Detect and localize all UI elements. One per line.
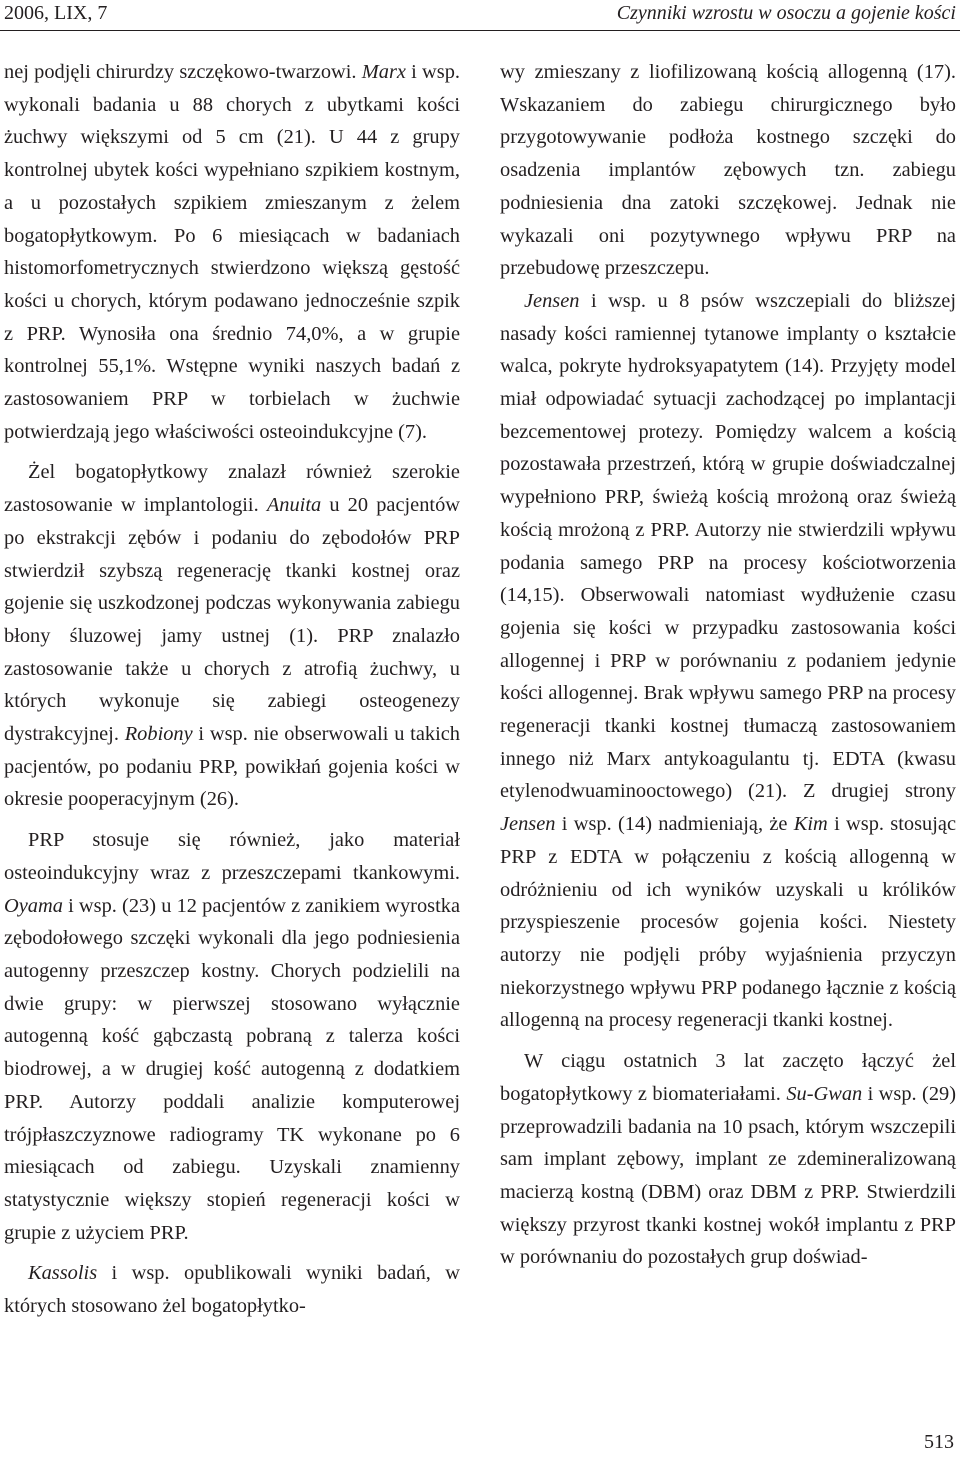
paragraph: [4, 1257, 460, 1322]
text-run: nej podjęli chirurdzy szczękowo-twarzowi.: [4, 61, 362, 83]
cited-author-name: Robiony: [124, 723, 193, 746]
text-run: PRP stosuje się również, jako materiał osteoindukcyjny wraz z przeszczepami tkankowymi.: [4, 829, 460, 884]
text-run: i wsp. nie obserwowali u takich pacjentów, po podaniu PRP, powikłań gojenia kości w okresie pooperacyjnym (26).: [4, 723, 461, 811]
text-run: i wsp. (14) nadmieniają, że: [555, 813, 794, 836]
right-column: [500, 56, 956, 1274]
text-run: i wsp. (29) przeprowadzili badania na 10 psach, którym wszczepili sam implant zębowy, implant ze zdemineralizowaną macierzą kostną (DBM) oraz DBM z PRP. Stwierdzili większy przyrost tkanki kostnej wokół implantu z PRP w porównaniu do pozostałych grup doświad-: [500, 1082, 957, 1269]
text-run: u 20 pacjentów po ekstrakcji zębów i podaniu do zębodołów PRP stwierdził szybszą regenerację tkanki kostnej oraz gojenie się uszkodzonej podczas wykonywania zabiegu błony śluzowej jamy ustnej (1). PRP znalazło zastosowanie także u chorych z atrofią żuchwy, u których wykonuje się zabiegi osteogenezy dystrakcyjnej.: [4, 494, 460, 746]
text-run: i wsp. opublikowali wyniki badań, w których stosowano żel bogatopłytko-: [4, 1262, 460, 1318]
page-number: 513: [924, 1431, 954, 1453]
text-run: Żel bogatopłytkowy znalazł również szerokie zastosowanie w implantologii.: [4, 461, 460, 517]
text-run: wy zmieszany z liofilizowaną kością allogenną (17). Wskazaniem do zabiegu chirurgicznego było przygotowywanie podłoża kostnego szczęki do osadzenia implantów zębowych tzn. zabiegu podniesienia dna zatoki szczękowej. Jednak nie wykazali oni pozytywnego wpływu PRP na przebudowę przeszczepu.: [500, 61, 956, 280]
header-divider: [0, 30, 960, 31]
cited-author-name: Marx: [361, 61, 406, 83]
running-header-title: Czynniki wzrostu w osoczu a gojenie kości: [616, 2, 956, 24]
paragraph: [4, 456, 460, 816]
paragraph: [4, 824, 460, 1249]
paragraph: [500, 56, 956, 285]
paragraph: [500, 1045, 956, 1274]
paragraph: [4, 56, 460, 448]
cited-author-name: Su-Gwan: [786, 1082, 863, 1105]
cited-author-name: Jensen: [500, 813, 556, 836]
text-run: i wsp. u 8 psów wszczepiali do bliższej nasady kości ramiennej tytanowe implanty o kształcie walca, pokryte hydroksyapatytem (14). Przyjęty model miał odpowiadać sytuacji zachodzącej po implantacji bezcementowej protezy. Pomiędzy walcem a kością pozostawała przestrzeń, którą w grupie doświadczalnej wypełniono PRP, świeżą kością mrożoną oraz świeżą kością mrożoną z PRP. Autorzy nie stwierdzili wpływu podania samego PRP na procesy kościotworzenia (14,15). Obserwowali natomiast wydłużenie czasu gojenia się kości w przypadku zastosowania kości allogennej i PRP w porównaniu z podaniem jedynie kości allogennej. Brak wpływu samego PRP na procesy regeneracji tkanki kostnej tłumaczą zastosowaniem innego niż Marx antykoagulantu tj. EDTA (kwasu etylenodwuaminooctowego) (21). Z drugiej strony: [500, 289, 956, 803]
cited-author-name: Kim: [793, 813, 828, 836]
cited-author-name: Oyama: [4, 894, 63, 917]
paragraph: [500, 285, 956, 1037]
text-run: i wsp. (23) u 12 pacjentów z zanikiem wyrostka zębodołowego szczęki wykonali dla jego podniesienia autogenny przeszczep kostny. Chorych podzielili na dwie grupy: w pierwszej stosowano wyłącznie autogenną kość gąbczastą pobraną z talerza kości biodrowej, a w drugiej kość autogenną z dodatkiem PRP. Autorzy poddali analizie komputerowej trójpłaszczyznowe radiogramy TK wykonane po 6 miesiącach od zabiegu. Uzyskali znamienny statystycznie większy stopień regeneracji kości w grupie z użyciem PRP.: [4, 894, 460, 1244]
cited-author-name: Jensen: [524, 289, 580, 312]
text-run: i wsp. wykonali badania u 88 chorych z ubytkami kości żuchwy większymi od 5 cm (21). U 44 z grupy kontrolnej ubytek kości wypełniano szpikiem kostnym, a u pozostałych szpikiem zmieszanym z żelem bogatopłytkowym. Po 6 miesiącach w badaniach histomorfometrycznych stwierdzono większą gęstość kości u chorych, którym podawano jednocześnie szpik z PRP. Wynosiła ona średnio 74,0%, a w grupie kontrolnej 55,1%. Wstępne wyniki naszych badań z zastosowaniem PRP w torbielach w żuchwie potwierdzają jego właściwości osteoindukcyjne (7).: [4, 61, 460, 443]
left-column: [4, 56, 460, 1323]
text-run: W ciągu ostatnich 3 lat zaczęto łączyć żel bogatopłytkowy z biomateriałami.: [500, 1050, 956, 1105]
cited-author-name: Kassolis: [28, 1262, 98, 1285]
running-header-issue: 2006, LIX, 7: [4, 2, 108, 24]
text-run: i wsp. stosując PRP z EDTA w połączeniu z kością allogenną w odróżnieniu od ich wyników uzyskali u królików przyspieszenie procesów gojenia kości. Niestety autorzy nie podjęli próby wyjaśnienia przyczyn niekorzystnego wpływu PRP podanego łącznie z kością allogenną na procesy regeneracji tkanki kostnej.: [500, 813, 956, 1032]
cited-author-name: Anuita: [266, 494, 322, 517]
